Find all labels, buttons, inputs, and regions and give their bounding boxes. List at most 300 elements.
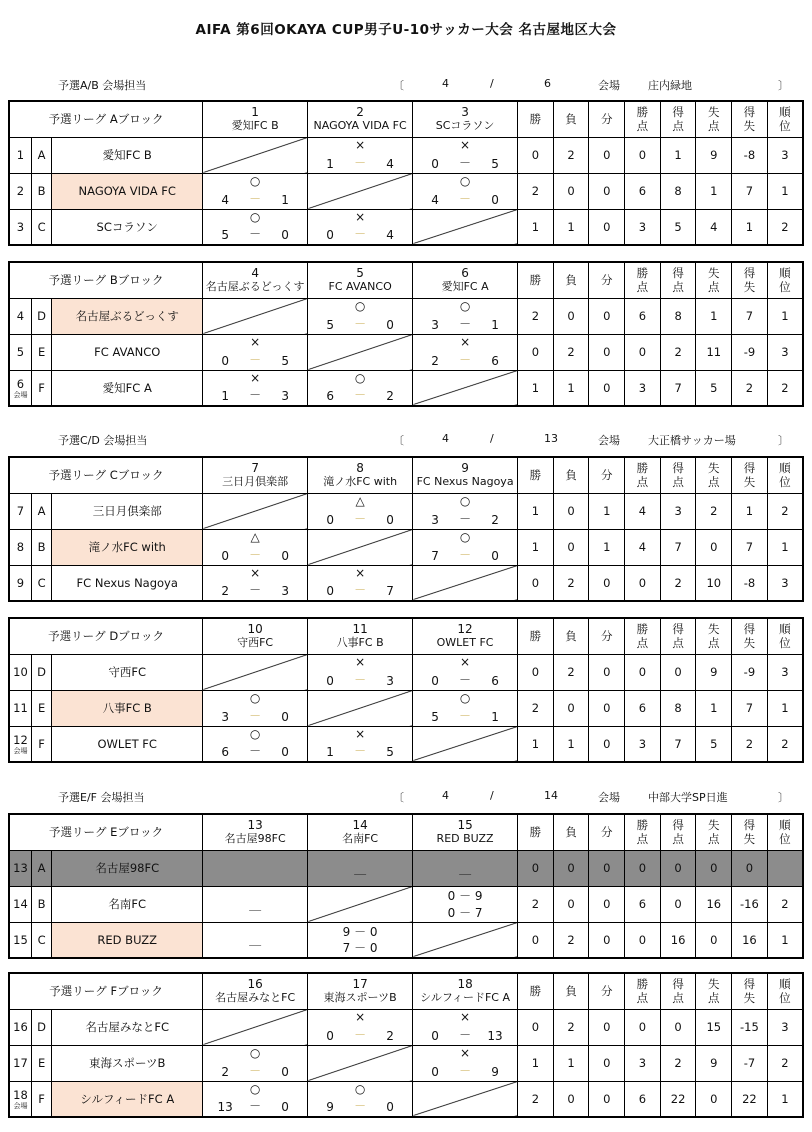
- score-against: 0: [281, 548, 289, 563]
- venue-bracket-left: 〔: [393, 79, 404, 92]
- score-for: 4: [431, 192, 439, 207]
- block-name: 予選リーグ Fブロック: [9, 973, 203, 1009]
- stat-ga: 0: [696, 1081, 732, 1117]
- stat-loss: 1: [553, 1045, 589, 1081]
- team-name: RED BUZZ: [52, 922, 203, 958]
- team-no: [9, 173, 31, 209]
- team-letter: B: [31, 173, 51, 209]
- team-name: 名古屋ぶるどっくす: [52, 298, 203, 334]
- match-result-cell: [413, 529, 518, 565]
- team-name: 八事FC B: [52, 690, 203, 726]
- stat-header-gd: 得 失: [732, 618, 768, 654]
- stat-gf: 5: [660, 209, 696, 245]
- stat-header-win: 勝: [518, 262, 554, 298]
- score-against: 0: [491, 192, 499, 207]
- score-dash: －: [249, 583, 262, 597]
- team-no-value: 4: [16, 309, 25, 323]
- result-mark: ○: [249, 726, 261, 741]
- stat-rank: 3: [767, 137, 803, 173]
- score-dash: －: [354, 388, 367, 402]
- venue-label: 予選A/B 会場担当: [58, 79, 147, 92]
- stat-gf: 7: [660, 370, 696, 406]
- stat-gf: 7: [660, 726, 696, 762]
- team-name: 滝ノ水FC with: [52, 529, 203, 565]
- result-mark: ×: [250, 370, 261, 385]
- block-b-table: [8, 261, 804, 407]
- stat-draw: 0: [589, 370, 625, 406]
- venue-month: 4: [442, 432, 449, 445]
- team-no: [9, 529, 31, 565]
- score-against: 0: [491, 548, 499, 563]
- stat-gd: 7: [732, 173, 768, 209]
- venue-label: 予選C/D 会場担当: [58, 434, 148, 447]
- score-against: 0: [281, 1100, 289, 1114]
- team-no: [9, 137, 31, 173]
- team-letter: B: [31, 529, 51, 565]
- stat-header-gf: 得 点: [660, 457, 696, 493]
- stat-draw: 0: [589, 209, 625, 245]
- score-dash: －: [354, 1027, 367, 1042]
- match-result-cell: [413, 850, 518, 886]
- stat-loss: 2: [553, 1009, 589, 1045]
- matchup-header: [308, 973, 413, 1009]
- team-no-value: 13: [13, 861, 28, 875]
- score-dash: －: [459, 1027, 472, 1042]
- team-name: FC Nexus Nagoya: [52, 565, 203, 601]
- matchup-team-name: OWLET FC: [436, 636, 494, 650]
- match-result-cell: [203, 726, 308, 762]
- block-name: 予選リーグ Bブロック: [9, 262, 203, 298]
- header-row: [9, 457, 803, 493]
- stat-rank: 3: [767, 565, 803, 601]
- team-row: [9, 886, 803, 922]
- stat-loss: 0: [553, 529, 589, 565]
- score-for: 0: [326, 673, 334, 688]
- self-match-cell: [203, 1009, 308, 1045]
- team-row: [9, 922, 803, 958]
- matchup-team-name: RED BUZZ: [436, 832, 494, 846]
- stat-header-pts: 勝 点: [625, 457, 661, 493]
- stat-ga: 1: [696, 298, 732, 334]
- result-mark: ○: [249, 173, 261, 188]
- match-result-cell: [203, 886, 308, 922]
- score-for: 5: [431, 709, 439, 724]
- stat-ga: 16: [696, 886, 732, 922]
- matchup-header: [413, 101, 518, 137]
- stat-ga: 9: [696, 137, 732, 173]
- score-for: 0: [326, 512, 334, 527]
- venue-month: 4: [442, 789, 449, 802]
- team-no-value: 14: [13, 897, 28, 911]
- matchup-header: [203, 973, 308, 1009]
- matchup-team-no: 11: [352, 622, 368, 637]
- stat-header-ga: 失 点: [696, 262, 732, 298]
- score-against: 0: [386, 1100, 394, 1114]
- block-name: 予選リーグ Cブロック: [9, 457, 203, 493]
- score-for: 1: [326, 156, 334, 171]
- stat-loss: 0: [553, 1081, 589, 1117]
- self-match-cell: [308, 529, 413, 565]
- stat-loss: 0: [553, 850, 589, 886]
- stat-header-win: 勝: [518, 814, 554, 850]
- stat-draw: 1: [589, 529, 625, 565]
- score-against: 9: [491, 1064, 499, 1079]
- score-dash: －: [354, 1099, 367, 1113]
- stat-gd: -15: [732, 1009, 768, 1045]
- stat-loss: 2: [553, 334, 589, 370]
- stat-ga: 9: [696, 1045, 732, 1081]
- score-for: 5: [326, 317, 334, 332]
- matchup-team-name: SCコラソン: [435, 119, 495, 133]
- stat-header-gd: 得 失: [732, 973, 768, 1009]
- venue-kaijo: 会場: [598, 79, 620, 92]
- score-dash: －: [459, 511, 472, 526]
- stat-ga: 10: [696, 565, 732, 601]
- team-no-value: 15: [13, 932, 28, 947]
- stat-draw: 0: [589, 1045, 625, 1081]
- score-dash: －: [459, 708, 472, 723]
- match-result-cell: [308, 850, 413, 886]
- stat-gf: 22: [660, 1081, 696, 1117]
- venue-bracket-left: 〔: [393, 791, 404, 804]
- match-result-cell: [413, 654, 518, 690]
- venue-line-ab: [8, 77, 804, 95]
- matchup-team-name: 愛知FC A: [441, 280, 489, 294]
- score-dash: －: [249, 388, 262, 402]
- stat-header-pts: 勝 点: [625, 973, 661, 1009]
- matchup-team-no: 7: [251, 461, 259, 476]
- self-match-cell: [203, 137, 308, 173]
- matchup-team-name: 滝ノ水FC with: [323, 475, 398, 489]
- result-mark: ×: [460, 137, 471, 152]
- venue-month: 4: [442, 77, 449, 90]
- stat-gd: 1: [732, 493, 768, 529]
- stat-loss: 2: [553, 565, 589, 601]
- stat-gd: 22: [732, 1081, 768, 1117]
- stat-ga: 5: [696, 370, 732, 406]
- team-row: [9, 137, 803, 173]
- stat-win: 1: [518, 726, 554, 762]
- match-result-cell: [203, 1081, 308, 1117]
- score-dash: －: [459, 672, 472, 687]
- stat-gd: 2: [732, 726, 768, 762]
- self-match-cell: [413, 1081, 518, 1117]
- stat-win: 1: [518, 493, 554, 529]
- stat-win: 1: [518, 1045, 554, 1081]
- stat-header-gf: 得 点: [660, 618, 696, 654]
- self-match-cell: [203, 654, 308, 690]
- stat-rank: 1: [767, 1081, 803, 1117]
- score-for: 0: [431, 156, 439, 171]
- stat-win: 2: [518, 298, 554, 334]
- stat-loss: 0: [553, 298, 589, 334]
- team-name: FC AVANCO: [52, 334, 203, 370]
- team-name: 名古屋みなとFC: [52, 1009, 203, 1045]
- stat-header-draw: 分: [589, 101, 625, 137]
- matchup-team-name: FC AVANCO: [328, 280, 392, 294]
- matchup-header: [413, 814, 518, 850]
- match-result-cell: [308, 726, 413, 762]
- score-dash: －: [459, 547, 472, 562]
- score-dash: －: [354, 316, 367, 331]
- score-for: 0: [221, 353, 229, 368]
- score-against: 4: [386, 156, 394, 171]
- team-row: [9, 850, 803, 886]
- match-result-cell: [413, 173, 518, 209]
- stat-pts: 0: [625, 654, 661, 690]
- stat-gd: -7: [732, 1045, 768, 1081]
- stat-header-loss: 負: [553, 262, 589, 298]
- matchup-header: [308, 101, 413, 137]
- stat-header-ga: 失 点: [696, 457, 732, 493]
- page-title: AIFA 第6回OKAYA CUP男子U-10サッカー大会 名古屋地区大会: [195, 22, 617, 38]
- stat-rank: 1: [767, 298, 803, 334]
- score-dash: －: [249, 744, 262, 758]
- score-dash: －: [249, 227, 262, 241]
- stat-win: 1: [518, 529, 554, 565]
- matchup-team-no: 6: [461, 266, 469, 281]
- stat-rank: 2: [767, 370, 803, 406]
- team-no-value: 7: [16, 504, 25, 518]
- team-no-value: 18: [13, 1087, 28, 1102]
- stat-win: 2: [518, 1081, 554, 1117]
- score-against: 2: [386, 1028, 394, 1043]
- matchup-team-name: 名古屋98FC: [224, 832, 286, 846]
- team-row: [9, 690, 803, 726]
- result-mark: ○: [249, 209, 261, 224]
- stat-win: 2: [518, 173, 554, 209]
- team-no-value: 3: [16, 219, 25, 234]
- result-mark: △: [355, 493, 365, 508]
- match-result-cell: [308, 493, 413, 529]
- match-result-cell: [203, 529, 308, 565]
- stat-gf: 2: [660, 565, 696, 601]
- result-mark: ×: [355, 209, 366, 224]
- venue-bracket-right: 〕: [778, 434, 789, 447]
- stat-loss: 1: [553, 726, 589, 762]
- match-result-cell: [413, 886, 518, 922]
- stat-header-win: 勝: [518, 973, 554, 1009]
- stat-header-loss: 負: [553, 618, 589, 654]
- score-for: 1: [221, 389, 229, 403]
- team-no: [9, 850, 31, 886]
- matchup-header: [413, 618, 518, 654]
- score-against: 5: [281, 353, 289, 368]
- result-mark: ○: [354, 370, 366, 385]
- score-line-2: 7 － 0: [342, 941, 378, 955]
- score-against: 0: [386, 512, 394, 527]
- venue-mark: 会場: [13, 746, 28, 755]
- venue-place: 大正橋サッカー場: [648, 434, 736, 447]
- matchup-team-name: 名南FC: [342, 832, 379, 846]
- self-match-cell: [413, 209, 518, 245]
- stat-header-draw: 分: [589, 262, 625, 298]
- score-dash: －: [354, 583, 367, 597]
- score-for: 0: [326, 228, 334, 242]
- stat-header-gd: 得 失: [732, 457, 768, 493]
- score-dash: －: [354, 155, 367, 170]
- matchup-header: [308, 618, 413, 654]
- stat-draw: 0: [589, 654, 625, 690]
- venue-kaijo: 会場: [598, 791, 620, 804]
- stat-header-loss: 負: [553, 457, 589, 493]
- team-name: 名南FC: [52, 886, 203, 922]
- team-no: [9, 1009, 31, 1045]
- stat-win: 2: [518, 690, 554, 726]
- stat-draw: 0: [589, 850, 625, 886]
- stat-pts: 6: [625, 690, 661, 726]
- team-row: [9, 1009, 803, 1045]
- score-against: 0: [386, 317, 394, 332]
- score-dash: －: [459, 155, 472, 170]
- score-for: 0: [221, 548, 229, 563]
- no-match-mark: ＿: [249, 933, 262, 948]
- score-against: 6: [491, 673, 499, 688]
- stat-pts: 0: [625, 334, 661, 370]
- team-no: [9, 922, 31, 958]
- team-no: [9, 886, 31, 922]
- stat-pts: 3: [625, 209, 661, 245]
- matchup-team-name: 守西FC: [237, 636, 274, 650]
- self-match-cell: [308, 173, 413, 209]
- match-result-cell: [308, 298, 413, 334]
- score-for: 3: [431, 512, 439, 527]
- team-name: シルフィードFC A: [52, 1081, 203, 1117]
- result-mark: △: [250, 529, 260, 544]
- self-match-cell: [308, 1045, 413, 1081]
- matchup-header: [413, 262, 518, 298]
- stat-header-draw: 分: [589, 457, 625, 493]
- matchup-team-name: NAGOYA VIDA FC: [313, 119, 407, 133]
- stat-header-pts: 勝 点: [625, 262, 661, 298]
- matchup-team-no: 10: [247, 622, 263, 637]
- matchup-header: [308, 262, 413, 298]
- stat-draw: 0: [589, 1009, 625, 1045]
- stat-gf: 1: [660, 137, 696, 173]
- stat-header-loss: 負: [553, 973, 589, 1009]
- stat-gf: 8: [660, 173, 696, 209]
- venue-bracket-right: 〕: [778, 791, 789, 804]
- stat-win: 0: [518, 850, 554, 886]
- stat-loss: 0: [553, 690, 589, 726]
- team-row: [9, 298, 803, 334]
- stat-loss: 1: [553, 370, 589, 406]
- match-result-cell: [308, 137, 413, 173]
- stat-header-gd: 得 失: [732, 262, 768, 298]
- score-for: 0: [431, 673, 439, 688]
- stat-win: 0: [518, 565, 554, 601]
- score-dash: －: [249, 708, 262, 723]
- stat-header-pts: 勝 点: [625, 618, 661, 654]
- stat-win: 0: [518, 334, 554, 370]
- stat-gd: 16: [732, 922, 768, 958]
- team-letter: E: [31, 690, 51, 726]
- stat-ga: 1: [696, 690, 732, 726]
- stat-pts: 0: [625, 1009, 661, 1045]
- team-row: [9, 370, 803, 406]
- team-no-value: 10: [13, 665, 28, 679]
- score-dash: －: [354, 227, 367, 241]
- stat-header-pts: 勝 点: [625, 101, 661, 137]
- venue-kaijo: 会場: [598, 434, 620, 447]
- stat-gd: -8: [732, 137, 768, 173]
- team-letter: C: [31, 565, 51, 601]
- result-mark: ○: [354, 1081, 366, 1096]
- score-dash: －: [354, 744, 367, 758]
- stat-win: 0: [518, 922, 554, 958]
- team-no-value: 12: [13, 732, 28, 747]
- stat-header-win: 勝: [518, 101, 554, 137]
- stat-gd: 2: [732, 370, 768, 406]
- stat-gd: 0: [732, 850, 768, 886]
- team-no: [9, 298, 31, 334]
- matchup-team-no: 2: [356, 105, 364, 120]
- self-match-cell: [203, 493, 308, 529]
- stat-win: 0: [518, 654, 554, 690]
- score-against: 0: [281, 745, 289, 759]
- header-row: [9, 262, 803, 298]
- team-no-value: 9: [16, 575, 25, 590]
- match-result-cell: [413, 298, 518, 334]
- stat-header-draw: 分: [589, 618, 625, 654]
- stat-header-draw: 分: [589, 973, 625, 1009]
- team-name: 愛知FC A: [52, 370, 203, 406]
- stat-gf: 7: [660, 529, 696, 565]
- match-result-cell: [308, 565, 413, 601]
- stat-gd: -8: [732, 565, 768, 601]
- matchup-header: [203, 457, 308, 493]
- stat-pts: 0: [625, 850, 661, 886]
- match-result-cell: [413, 690, 518, 726]
- matchup-team-name: 愛知FC B: [231, 119, 279, 133]
- stat-loss: 1: [553, 209, 589, 245]
- stat-pts: 6: [625, 886, 661, 922]
- team-no-value: 2: [16, 184, 25, 198]
- venue-day: 13: [544, 432, 558, 445]
- stat-header-rank: 順 位: [767, 262, 803, 298]
- stat-header-pts: 勝 点: [625, 814, 661, 850]
- matchup-team-no: 3: [461, 105, 469, 120]
- score-for: 13: [217, 1100, 233, 1114]
- stat-header-loss: 負: [553, 814, 589, 850]
- team-name: SCコラソン: [52, 209, 203, 245]
- block-name: 予選リーグ Aブロック: [9, 101, 203, 137]
- stat-rank: 2: [767, 1045, 803, 1081]
- match-result-cell: [203, 173, 308, 209]
- stat-gf: 8: [660, 298, 696, 334]
- stat-rank: 3: [767, 334, 803, 370]
- team-no-value: 1: [16, 148, 25, 162]
- matchup-team-no: 9: [461, 461, 469, 476]
- self-match-cell: [203, 298, 308, 334]
- result-mark: ○: [459, 493, 471, 508]
- team-row: [9, 334, 803, 370]
- result-mark: ×: [460, 1045, 471, 1060]
- score-against: 1: [491, 317, 499, 332]
- no-match-mark: ＿: [249, 897, 262, 912]
- self-match-cell: [413, 370, 518, 406]
- self-match-cell: [308, 334, 413, 370]
- stat-pts: 4: [625, 493, 661, 529]
- score-against: 2: [491, 512, 499, 527]
- team-no: [9, 565, 31, 601]
- venue-mark: 会場: [13, 390, 28, 399]
- stat-win: 0: [518, 1009, 554, 1045]
- stat-header-rank: 順 位: [767, 814, 803, 850]
- venue-place: 庄内緑地: [648, 79, 692, 92]
- team-no: [9, 209, 31, 245]
- score-dash: －: [249, 547, 262, 562]
